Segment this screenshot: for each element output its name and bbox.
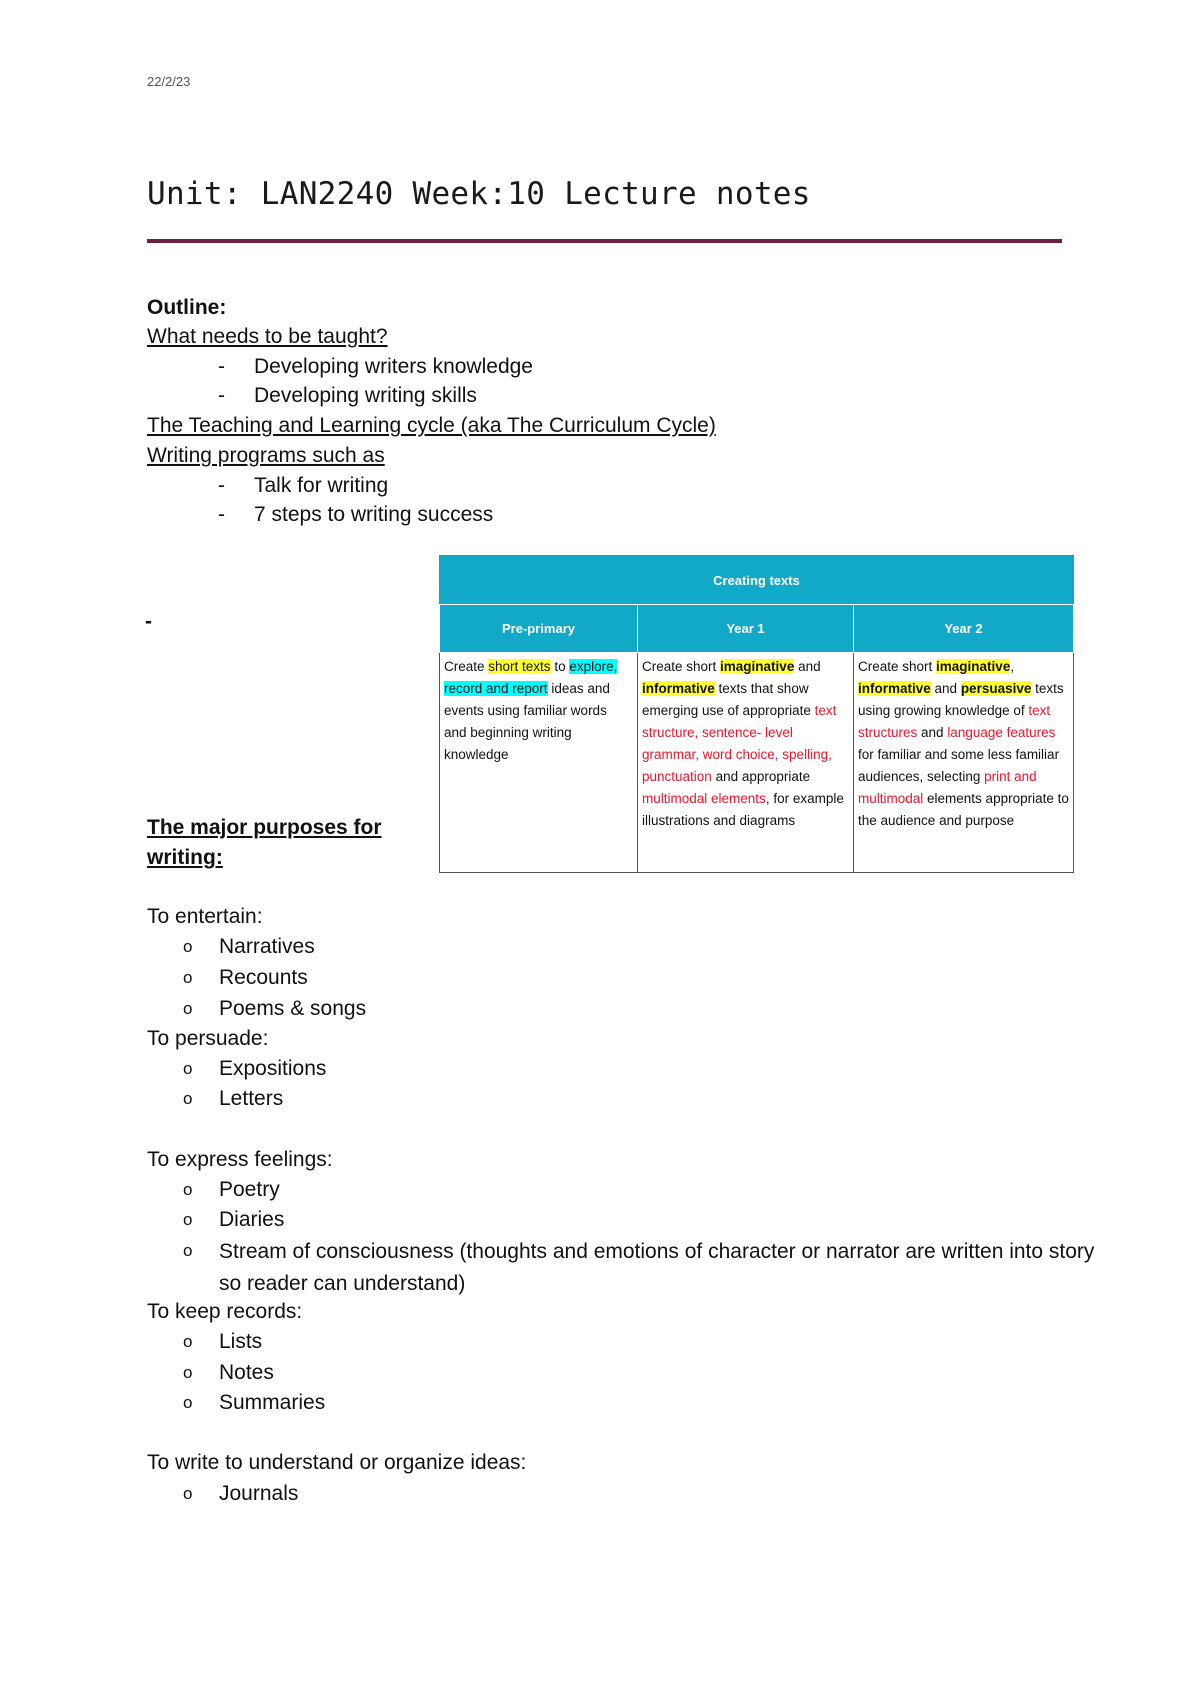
- list-item-text: Stream of consciousness (thoughts and emotions of character or narrator are written into story so reader can understand): [219, 1240, 1095, 1295]
- circle-bullet-icon: o: [183, 968, 193, 987]
- section-heading: To keep records:: [147, 1300, 303, 1323]
- list-item-text: Recounts: [219, 966, 308, 989]
- page-title: Unit: LAN2240 Week:10 Lecture notes: [147, 176, 811, 212]
- dash-marker: -: [218, 503, 225, 526]
- list-item-text: Narratives: [219, 935, 315, 958]
- list-item-text: Developing writing skills: [254, 384, 477, 407]
- date-stamp: 22/2/23: [147, 74, 191, 89]
- list-item-text: 7 steps to writing success: [254, 503, 494, 526]
- list-item-text: Poems & songs: [219, 997, 367, 1020]
- cycle-heading: The Teaching and Learning cycle (aka The Curriculum Cycle): [147, 414, 716, 437]
- column-header-pre-primary: Pre-primary: [440, 605, 638, 653]
- list-item-text: Talk for writing: [254, 474, 389, 497]
- circle-bullet-icon: o: [183, 937, 193, 956]
- outline-label: Outline:: [147, 296, 227, 319]
- circle-bullet-icon: o: [183, 1484, 193, 1503]
- lone-dash: -: [145, 610, 152, 633]
- list-item-text: Summaries: [219, 1391, 326, 1414]
- circle-bullet-icon: o: [183, 1089, 193, 1108]
- cell-year-1: Create short imaginative and informative texts that show emerging use of appropriate text structure, sentence- level grammar, word choice, spelling, punctuation and appropriate multimodal elements, for example illustrations and diagrams: [638, 653, 854, 873]
- cell-year-2: Create short imaginative, informative and persuasive texts using growing knowledge of text structures and language features for familiar and some less familiar audiences, selecting print and multimodal elements appropriate to the audience and purpose: [854, 653, 1074, 873]
- column-header-year-2: Year 2: [854, 605, 1074, 653]
- column-header-year-1: Year 1: [638, 605, 854, 653]
- dash-marker: -: [218, 384, 225, 407]
- list-item-text: Diaries: [219, 1208, 285, 1231]
- section-heading: To write to understand or organize ideas:: [147, 1451, 527, 1474]
- dash-marker: -: [218, 474, 225, 497]
- list-item-text: Poetry: [219, 1178, 280, 1201]
- title-underline: [147, 239, 1062, 243]
- circle-bullet-icon: o: [183, 999, 193, 1018]
- table-title: Creating texts: [440, 556, 1074, 605]
- circle-bullet-icon: o: [183, 1180, 193, 1199]
- list-item-text: Lists: [219, 1330, 263, 1353]
- list-item-text: Expositions: [219, 1057, 327, 1080]
- cell-pre-primary: Create short texts to explore, record and report ideas and events using familiar words and beginning writing knowledge: [440, 653, 638, 873]
- circle-bullet-icon: o: [183, 1363, 193, 1382]
- section-heading: To persuade:: [147, 1027, 269, 1050]
- section-heading: To entertain:: [147, 905, 263, 928]
- circle-bullet-icon: o: [183, 1332, 193, 1351]
- dash-marker: -: [218, 355, 225, 378]
- circle-bullet-icon: o: [183, 1210, 193, 1229]
- circle-bullet-icon: o: [183, 1059, 193, 1078]
- list-item-text: Notes: [219, 1361, 274, 1384]
- creating-texts-table: [439, 555, 1074, 873]
- programs-heading: Writing programs such as: [147, 444, 385, 467]
- circle-bullet-icon: o: [183, 1241, 193, 1260]
- what-needs-heading: What needs to be taught?: [147, 325, 388, 348]
- purposes-heading: The major purposes for writing:: [147, 816, 382, 869]
- list-item-text: Journals: [219, 1482, 299, 1505]
- list-item-text: Letters: [219, 1087, 284, 1110]
- section-heading: To express feelings:: [147, 1148, 333, 1171]
- list-item-text: Developing writers knowledge: [254, 355, 533, 378]
- circle-bullet-icon: o: [183, 1393, 193, 1412]
